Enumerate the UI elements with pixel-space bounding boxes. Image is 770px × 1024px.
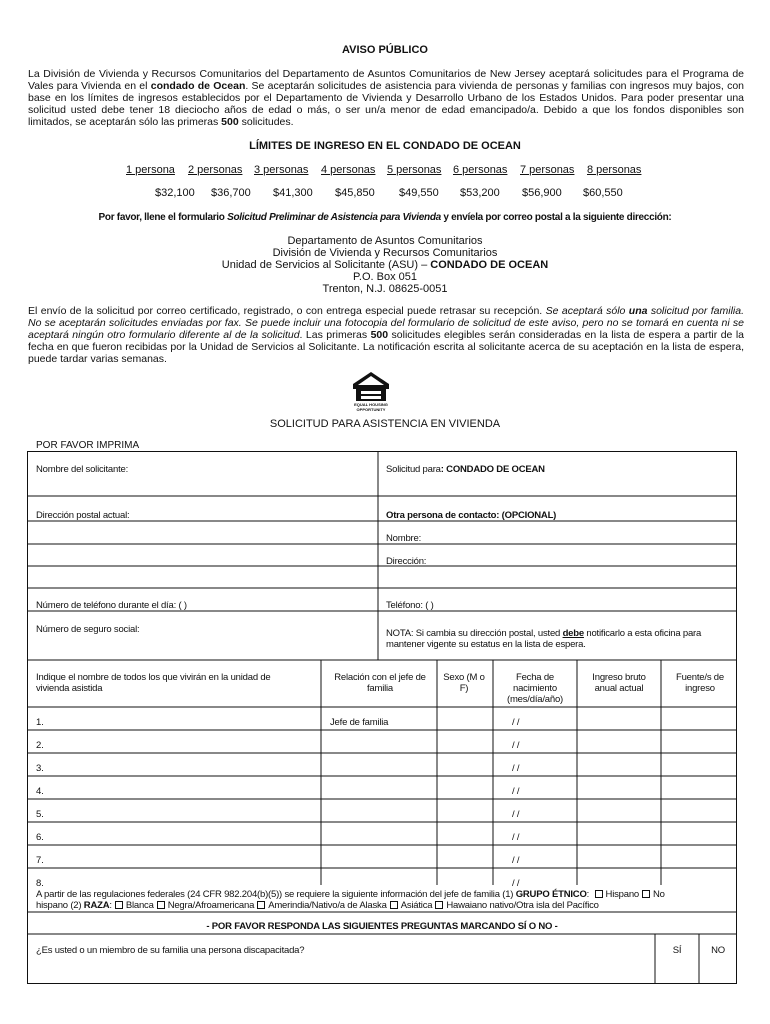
- birth-date-field[interactable]: / /: [512, 809, 520, 820]
- hispanic-checkbox[interactable]: [595, 890, 603, 898]
- county-name: condado de Ocean: [150, 80, 246, 92]
- household-row-8[interactable]: 8.: [36, 878, 44, 889]
- race-white-checkbox[interactable]: [115, 901, 123, 909]
- mailing-address-field[interactable]: Dirección postal actual:: [36, 510, 130, 521]
- income-limit-1: $32,100: [155, 187, 195, 199]
- income-limit-4: $45,850: [335, 187, 375, 199]
- birth-date-field[interactable]: / /: [512, 763, 520, 774]
- household-size-6: 6 personas: [453, 164, 508, 176]
- household-row-1[interactable]: 1.: [36, 717, 44, 728]
- birth-date-field[interactable]: / /: [512, 717, 520, 728]
- household-members-header: Indique el nombre de todos los que vivirán en la unidad de vivienda asistida: [36, 672, 271, 694]
- household-row-3[interactable]: 3.: [36, 763, 44, 774]
- income-limit-8: $60,550: [583, 187, 623, 199]
- household-size-7: 7 personas: [520, 164, 575, 176]
- income-limit-7: $56,900: [522, 187, 562, 199]
- relationship-header: Relación con el jefe de familia: [334, 672, 426, 694]
- income-limit-6: $53,200: [460, 187, 500, 199]
- questions-header: - POR FAVOR RESPONDA LAS SIGUIENTES PREGUNTAS MARCANDO SÍ O NO -: [206, 921, 558, 932]
- other-contact-label: Otra persona de contacto: (OPCIONAL): [386, 510, 557, 521]
- applicant-name-field[interactable]: Nombre del solicitante:: [36, 464, 129, 475]
- print-instruction: POR FAVOR IMPRIMA: [36, 440, 140, 451]
- household-size-1: 1 persona: [126, 164, 175, 176]
- mailing-address-block: Departamento de Asuntos Comunitarios División de Vivienda y Recursos Comunitarios Unidad de Servicios al Solicitante (ASU) – CONDADO DE OCEAN P.O. Box 051 Trenton, N.J. 08625-0051: [221, 235, 549, 295]
- household-row-2[interactable]: 2.: [36, 740, 44, 751]
- race-black-checkbox[interactable]: [157, 901, 165, 909]
- income-limits-title: LÍMITES DE INGRESO EN EL CONDADO DE OCEAN: [249, 140, 521, 152]
- yes-answer-cell[interactable]: SÍ: [672, 945, 682, 956]
- other-contact-address-field[interactable]: Dirección:: [386, 556, 427, 567]
- application-for-label: Solicitud para: CONDADO DE OCEAN: [386, 464, 545, 475]
- intro-paragraph: La División de Vivienda y Recursos Comunitarios del Departamento de Asuntos Comunitarios de New Jersey aceptará solicitudes para el Programa de Vales para Vivienda en el condado de Ocean. Se aceptarán solicitudes de asistencia para vivienda de personas y familias con ingresos muy bajos, con base en los límites de ingresos establecidos por el Departamento de Vivienda y Desarrollo Urbano de los Estados Unidos. Para poder presentar una solicitud usted debe tener 18 dieciocho años de edad o más, o ser un/a menor de edad emancipado/a. Debido a que los fondos disponibles son limitados, se aceptarán sólo las primeras 500 solicitudes.: [28, 68, 745, 128]
- notice-title: AVISO PÚBLICO: [342, 44, 428, 56]
- gross-income-header: Ingreso bruto anual actual: [592, 672, 646, 694]
- income-limit-5: $49,550: [399, 187, 439, 199]
- income-limit-2: $36,700: [211, 187, 251, 199]
- day-phone-field[interactable]: Número de teléfono durante el día: ( ): [36, 600, 187, 611]
- race-asian-checkbox[interactable]: [390, 901, 398, 909]
- household-size-3: 3 personas: [254, 164, 309, 176]
- household-size-4: 4 personas: [321, 164, 376, 176]
- ssn-field[interactable]: Número de seguro social:: [36, 624, 140, 635]
- form-title: SOLICITUD PARA ASISTENCIA EN VIVIENDA: [269, 418, 501, 430]
- household-row-7[interactable]: 7.: [36, 855, 44, 866]
- sex-header: Sexo (M o F): [443, 672, 485, 694]
- household-size-8: 8 personas: [587, 164, 642, 176]
- race-native-american-checkbox[interactable]: [257, 901, 265, 909]
- household-size-2: 2 personas: [188, 164, 243, 176]
- phone-field[interactable]: Teléfono: ( ): [386, 600, 434, 611]
- disability-question: ¿Es usted o un miembro de su familia una persona discapacitada?: [36, 945, 305, 956]
- other-contact-name-field[interactable]: Nombre:: [386, 533, 422, 544]
- birth-date-field[interactable]: / /: [512, 832, 520, 843]
- income-limit-3: $41,300: [273, 187, 313, 199]
- race-pacific-islander-checkbox[interactable]: [435, 901, 443, 909]
- birth-date-field[interactable]: / /: [512, 740, 520, 751]
- income-source-header: Fuente/s de ingreso: [676, 672, 724, 694]
- birth-date-field[interactable]: / /: [512, 855, 520, 866]
- svg-text:EQUAL HOUSING: EQUAL HOUSING: [354, 402, 388, 407]
- birth-date-field[interactable]: / /: [512, 786, 520, 797]
- non-hispanic-checkbox[interactable]: [642, 890, 650, 898]
- ethnicity-race-section: A partir de las regulaciones federales (24 CFR 982.204(b)(5)) se requiere la siguiente información del jefe de familia (1) GRUPO ÉTNICO: Hispano No hispano (2) RAZA: Blanca Negra/Afroamericana Amerindia/Nativo/a de Alaska Asiática Hawaiano nativo/Otra isla del Pacífico: [36, 889, 665, 911]
- form-name: Solicitud Preliminar de Asistencia para Vivienda: [227, 212, 441, 223]
- head-of-household-label: Jefe de familia: [330, 717, 389, 728]
- household-row-4[interactable]: 4.: [36, 786, 44, 797]
- submission-notice: El envío de la solicitud por correo certificado, registrado, o con entrega especial puede retrasar su recepción. Se aceptará sólo una solicitud por familia. No se aceptarán solicitudes enviadas por fax. Se puede incluir una fotocopia del formulario de solicitud de este aviso, pero no se tomará en cuenta ni se aceptará ningún otro formulario diferente al de la solicitud. Las primeras 500 solicitudes elegibles serán consideradas en la lista de espera a partir de la fecha en que fueron recibidas por la Unidad de Servicios al Solicitante. La notificación escrita al solicitante acerca de su aceptación en la lista de espera, puede tardar varias semanas.: [28, 305, 745, 365]
- mailing-instruction: Por favor, llene el formulario Solicitud Preliminar de Asistencia para Vivienda y envíela por correo postal a la siguiente dirección:: [98, 212, 672, 223]
- household-row-5[interactable]: 5.: [36, 809, 44, 820]
- address-change-note: NOTA: Si cambia su dirección postal, usted debe notificarlo a esta oficina para mantener vigente su estatus en la lista de espera.: [386, 628, 702, 650]
- svg-text:OPPORTUNITY: OPPORTUNITY: [356, 407, 386, 412]
- equal-housing-opportunity-icon: [350, 370, 392, 412]
- birth-date-field[interactable]: / /: [512, 878, 520, 889]
- household-size-5: 5 personas: [387, 164, 442, 176]
- no-answer-cell[interactable]: NO: [711, 945, 725, 956]
- household-row-6[interactable]: 6.: [36, 832, 44, 843]
- birth-date-header: Fecha de nacimiento (mes/día/año): [506, 672, 563, 705]
